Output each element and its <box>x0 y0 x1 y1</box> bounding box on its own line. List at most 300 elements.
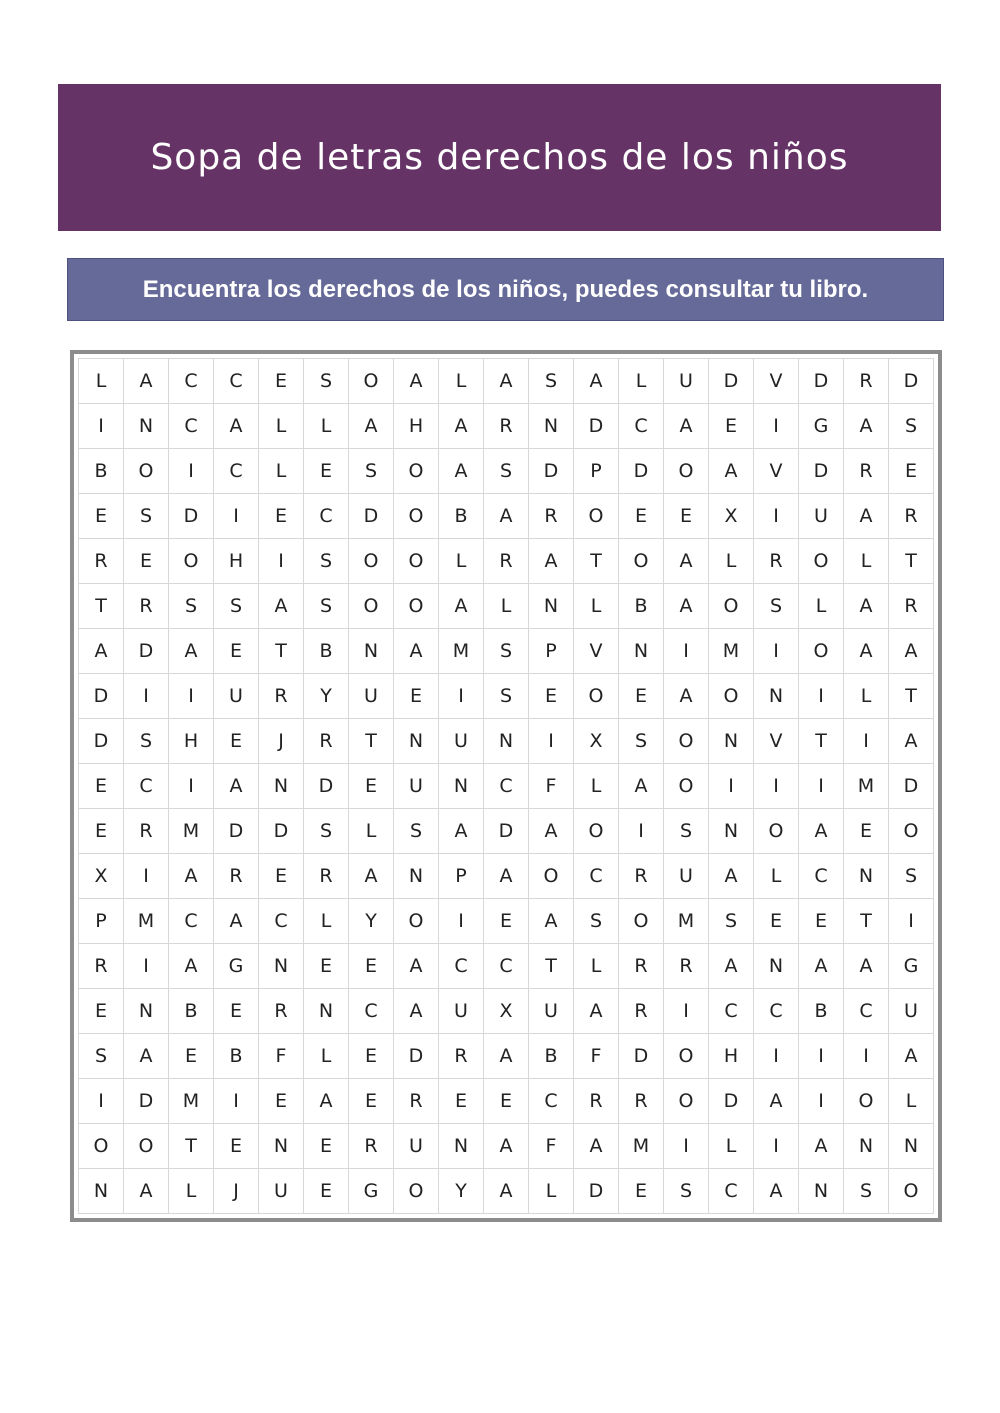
letter-cell[interactable]: O <box>169 539 214 584</box>
letter-cell[interactable]: R <box>754 539 799 584</box>
letter-cell[interactable]: A <box>799 809 844 854</box>
letter-cell[interactable]: I <box>709 764 754 809</box>
letter-cell[interactable]: B <box>439 494 484 539</box>
letter-cell[interactable]: O <box>619 539 664 584</box>
letter-cell[interactable]: U <box>664 359 709 404</box>
letter-cell[interactable]: R <box>259 989 304 1034</box>
letter-cell[interactable]: R <box>889 494 934 539</box>
letter-cell[interactable]: M <box>709 629 754 674</box>
letter-cell[interactable]: B <box>79 449 124 494</box>
letter-cell[interactable]: A <box>394 944 439 989</box>
letter-cell[interactable]: S <box>394 809 439 854</box>
letter-cell[interactable]: R <box>484 539 529 584</box>
letter-cell[interactable]: O <box>889 809 934 854</box>
letter-cell[interactable]: D <box>79 719 124 764</box>
letter-cell[interactable]: C <box>124 764 169 809</box>
letter-cell[interactable]: I <box>214 494 259 539</box>
letter-cell[interactable]: N <box>394 719 439 764</box>
letter-cell[interactable]: R <box>619 1079 664 1124</box>
letter-cell[interactable]: E <box>349 944 394 989</box>
letter-cell[interactable]: C <box>214 449 259 494</box>
letter-cell[interactable]: I <box>799 1079 844 1124</box>
letter-cell[interactable]: A <box>214 899 259 944</box>
letter-cell[interactable]: O <box>709 674 754 719</box>
letter-cell[interactable]: U <box>394 764 439 809</box>
letter-cell[interactable]: A <box>889 719 934 764</box>
letter-cell[interactable]: A <box>844 629 889 674</box>
letter-cell[interactable]: E <box>349 1079 394 1124</box>
letter-cell[interactable]: R <box>574 1079 619 1124</box>
letter-cell[interactable]: S <box>79 1034 124 1079</box>
letter-cell[interactable]: L <box>304 1034 349 1079</box>
letter-cell[interactable]: O <box>394 1169 439 1214</box>
letter-cell[interactable]: T <box>844 899 889 944</box>
letter-cell[interactable]: S <box>484 674 529 719</box>
letter-cell[interactable]: N <box>709 809 754 854</box>
letter-cell[interactable]: A <box>394 629 439 674</box>
letter-cell[interactable]: T <box>349 719 394 764</box>
letter-cell[interactable]: L <box>574 584 619 629</box>
letter-cell[interactable]: I <box>664 1124 709 1169</box>
letter-cell[interactable]: R <box>619 854 664 899</box>
letter-cell[interactable]: R <box>844 359 889 404</box>
letter-cell[interactable]: R <box>214 854 259 899</box>
letter-cell[interactable]: R <box>124 809 169 854</box>
letter-cell[interactable]: V <box>754 719 799 764</box>
letter-cell[interactable]: A <box>844 494 889 539</box>
letter-cell[interactable]: F <box>529 1124 574 1169</box>
letter-cell[interactable]: C <box>169 899 214 944</box>
letter-cell[interactable]: N <box>754 944 799 989</box>
letter-cell[interactable]: L <box>169 1169 214 1214</box>
letter-cell[interactable]: D <box>889 359 934 404</box>
letter-cell[interactable]: N <box>259 1124 304 1169</box>
letter-cell[interactable]: A <box>349 854 394 899</box>
letter-cell[interactable]: M <box>439 629 484 674</box>
letter-cell[interactable]: A <box>439 584 484 629</box>
letter-cell[interactable]: A <box>124 1034 169 1079</box>
letter-cell[interactable]: G <box>799 404 844 449</box>
letter-cell[interactable]: O <box>664 1034 709 1079</box>
letter-cell[interactable]: E <box>304 944 349 989</box>
letter-cell[interactable]: D <box>394 1034 439 1079</box>
letter-cell[interactable]: E <box>169 1034 214 1079</box>
letter-cell[interactable]: L <box>844 539 889 584</box>
letter-cell[interactable]: A <box>709 944 754 989</box>
letter-cell[interactable]: N <box>439 764 484 809</box>
letter-cell[interactable]: N <box>529 404 574 449</box>
letter-cell[interactable]: O <box>79 1124 124 1169</box>
letter-cell[interactable]: M <box>619 1124 664 1169</box>
letter-cell[interactable]: D <box>124 629 169 674</box>
letter-cell[interactable]: E <box>304 1124 349 1169</box>
letter-cell[interactable]: X <box>574 719 619 764</box>
letter-cell[interactable]: X <box>709 494 754 539</box>
letter-cell[interactable]: A <box>484 1169 529 1214</box>
letter-cell[interactable]: S <box>664 1169 709 1214</box>
letter-cell[interactable]: S <box>484 449 529 494</box>
letter-cell[interactable]: A <box>484 1124 529 1169</box>
letter-cell[interactable]: I <box>79 1079 124 1124</box>
letter-cell[interactable]: E <box>394 674 439 719</box>
letter-cell[interactable]: A <box>169 944 214 989</box>
letter-cell[interactable]: E <box>709 404 754 449</box>
letter-cell[interactable]: N <box>889 1124 934 1169</box>
letter-cell[interactable]: I <box>124 944 169 989</box>
letter-cell[interactable]: L <box>349 809 394 854</box>
letter-cell[interactable]: D <box>214 809 259 854</box>
letter-cell[interactable]: R <box>619 989 664 1034</box>
letter-cell[interactable]: P <box>79 899 124 944</box>
letter-cell[interactable]: G <box>349 1169 394 1214</box>
letter-cell[interactable]: E <box>439 1079 484 1124</box>
letter-cell[interactable]: A <box>79 629 124 674</box>
letter-cell[interactable]: O <box>664 719 709 764</box>
letter-cell[interactable]: E <box>259 854 304 899</box>
letter-cell[interactable]: I <box>439 899 484 944</box>
letter-cell[interactable]: A <box>889 629 934 674</box>
letter-cell[interactable]: N <box>124 989 169 1034</box>
letter-cell[interactable]: D <box>574 404 619 449</box>
letter-cell[interactable]: S <box>304 359 349 404</box>
letter-cell[interactable]: R <box>349 1124 394 1169</box>
letter-cell[interactable]: A <box>664 404 709 449</box>
letter-cell[interactable]: E <box>79 809 124 854</box>
letter-cell[interactable]: A <box>124 1169 169 1214</box>
letter-cell[interactable]: U <box>349 674 394 719</box>
letter-cell[interactable]: R <box>439 1034 484 1079</box>
letter-cell[interactable]: M <box>664 899 709 944</box>
letter-cell[interactable]: O <box>889 1169 934 1214</box>
letter-cell[interactable]: U <box>259 1169 304 1214</box>
letter-cell[interactable]: T <box>169 1124 214 1169</box>
letter-cell[interactable]: O <box>709 584 754 629</box>
letter-cell[interactable]: A <box>844 944 889 989</box>
letter-cell[interactable]: R <box>889 584 934 629</box>
letter-cell[interactable]: A <box>754 1169 799 1214</box>
letter-cell[interactable]: C <box>349 989 394 1034</box>
letter-cell[interactable]: E <box>844 809 889 854</box>
letter-cell[interactable]: O <box>124 449 169 494</box>
letter-cell[interactable]: I <box>754 764 799 809</box>
letter-cell[interactable]: I <box>169 674 214 719</box>
letter-cell[interactable]: O <box>799 539 844 584</box>
letter-cell[interactable]: I <box>754 494 799 539</box>
letter-cell[interactable]: N <box>439 1124 484 1169</box>
letter-cell[interactable]: I <box>619 809 664 854</box>
letter-cell[interactable]: H <box>394 404 439 449</box>
letter-cell[interactable]: P <box>574 449 619 494</box>
letter-cell[interactable]: E <box>124 539 169 584</box>
letter-cell[interactable]: E <box>214 989 259 1034</box>
letter-cell[interactable]: O <box>529 854 574 899</box>
letter-cell[interactable]: L <box>889 1079 934 1124</box>
letter-cell[interactable]: L <box>304 404 349 449</box>
letter-cell[interactable]: N <box>844 1124 889 1169</box>
letter-cell[interactable]: E <box>214 719 259 764</box>
letter-cell[interactable]: B <box>619 584 664 629</box>
letter-cell[interactable]: O <box>574 809 619 854</box>
letter-cell[interactable]: N <box>799 1169 844 1214</box>
letter-cell[interactable]: A <box>754 1079 799 1124</box>
letter-cell[interactable]: H <box>214 539 259 584</box>
letter-cell[interactable]: S <box>889 854 934 899</box>
letter-cell[interactable]: A <box>169 629 214 674</box>
letter-cell[interactable]: D <box>619 1034 664 1079</box>
letter-cell[interactable]: C <box>619 404 664 449</box>
letter-cell[interactable]: Y <box>304 674 349 719</box>
letter-cell[interactable]: S <box>349 449 394 494</box>
letter-cell[interactable]: I <box>754 1124 799 1169</box>
letter-cell[interactable]: A <box>304 1079 349 1124</box>
letter-cell[interactable]: N <box>619 629 664 674</box>
letter-cell[interactable]: S <box>664 809 709 854</box>
letter-cell[interactable]: T <box>889 674 934 719</box>
letter-cell[interactable]: A <box>574 989 619 1034</box>
letter-cell[interactable]: A <box>619 764 664 809</box>
letter-cell[interactable]: R <box>394 1079 439 1124</box>
letter-cell[interactable]: E <box>484 1079 529 1124</box>
letter-cell[interactable]: L <box>529 1169 574 1214</box>
letter-cell[interactable]: N <box>304 989 349 1034</box>
letter-cell[interactable]: A <box>214 764 259 809</box>
letter-cell[interactable]: L <box>574 944 619 989</box>
letter-cell[interactable]: D <box>619 449 664 494</box>
letter-cell[interactable]: O <box>349 359 394 404</box>
letter-cell[interactable]: C <box>304 494 349 539</box>
letter-cell[interactable]: L <box>709 539 754 584</box>
letter-cell[interactable]: A <box>484 854 529 899</box>
letter-cell[interactable]: N <box>259 944 304 989</box>
letter-cell[interactable]: A <box>259 584 304 629</box>
letter-cell[interactable]: E <box>304 1169 349 1214</box>
letter-cell[interactable]: L <box>619 359 664 404</box>
letter-cell[interactable]: A <box>664 674 709 719</box>
letter-cell[interactable]: O <box>394 584 439 629</box>
letter-cell[interactable]: L <box>484 584 529 629</box>
letter-cell[interactable]: O <box>619 899 664 944</box>
letter-cell[interactable]: U <box>529 989 574 1034</box>
letter-cell[interactable]: V <box>754 449 799 494</box>
letter-cell[interactable]: A <box>169 854 214 899</box>
letter-cell[interactable]: A <box>439 449 484 494</box>
letter-cell[interactable]: I <box>79 404 124 449</box>
letter-cell[interactable]: M <box>169 1079 214 1124</box>
letter-cell[interactable]: N <box>529 584 574 629</box>
letter-cell[interactable]: E <box>259 494 304 539</box>
letter-cell[interactable]: E <box>619 1169 664 1214</box>
letter-cell[interactable]: C <box>484 944 529 989</box>
letter-cell[interactable]: A <box>124 359 169 404</box>
letter-cell[interactable]: I <box>664 629 709 674</box>
letter-cell[interactable]: R <box>79 539 124 584</box>
letter-cell[interactable]: V <box>574 629 619 674</box>
letter-cell[interactable]: O <box>394 494 439 539</box>
letter-cell[interactable]: L <box>304 899 349 944</box>
letter-cell[interactable]: A <box>844 584 889 629</box>
letter-cell[interactable]: N <box>754 674 799 719</box>
letter-cell[interactable]: D <box>79 674 124 719</box>
letter-cell[interactable]: E <box>619 494 664 539</box>
letter-cell[interactable]: D <box>304 764 349 809</box>
letter-cell[interactable]: L <box>574 764 619 809</box>
letter-cell[interactable]: N <box>349 629 394 674</box>
letter-cell[interactable]: E <box>349 764 394 809</box>
letter-cell[interactable]: C <box>709 1169 754 1214</box>
letter-cell[interactable]: A <box>799 1124 844 1169</box>
letter-cell[interactable]: I <box>844 719 889 764</box>
letter-cell[interactable]: A <box>574 1124 619 1169</box>
letter-cell[interactable]: U <box>799 494 844 539</box>
letter-cell[interactable]: I <box>664 989 709 1034</box>
letter-cell[interactable]: L <box>709 1124 754 1169</box>
letter-cell[interactable]: U <box>214 674 259 719</box>
letter-cell[interactable]: O <box>349 539 394 584</box>
letter-cell[interactable]: N <box>709 719 754 764</box>
letter-cell[interactable]: I <box>169 764 214 809</box>
letter-cell[interactable]: O <box>394 449 439 494</box>
letter-cell[interactable]: A <box>484 1034 529 1079</box>
letter-cell[interactable]: E <box>889 449 934 494</box>
letter-cell[interactable]: B <box>304 629 349 674</box>
letter-cell[interactable]: A <box>394 989 439 1034</box>
letter-cell[interactable]: C <box>259 899 304 944</box>
letter-cell[interactable]: A <box>394 359 439 404</box>
letter-cell[interactable]: P <box>529 629 574 674</box>
letter-cell[interactable]: M <box>124 899 169 944</box>
letter-cell[interactable]: I <box>169 449 214 494</box>
letter-cell[interactable]: S <box>304 539 349 584</box>
letter-cell[interactable]: A <box>484 359 529 404</box>
letter-cell[interactable]: E <box>349 1034 394 1079</box>
letter-cell[interactable]: T <box>259 629 304 674</box>
letter-cell[interactable]: E <box>214 629 259 674</box>
letter-cell[interactable]: T <box>529 944 574 989</box>
letter-cell[interactable]: C <box>439 944 484 989</box>
letter-cell[interactable]: D <box>259 809 304 854</box>
letter-cell[interactable]: D <box>124 1079 169 1124</box>
letter-cell[interactable]: C <box>214 359 259 404</box>
letter-cell[interactable]: A <box>439 404 484 449</box>
letter-cell[interactable]: R <box>529 494 574 539</box>
letter-cell[interactable]: E <box>304 449 349 494</box>
letter-cell[interactable]: S <box>304 584 349 629</box>
letter-cell[interactable]: O <box>664 764 709 809</box>
letter-cell[interactable]: L <box>844 674 889 719</box>
letter-cell[interactable]: C <box>484 764 529 809</box>
letter-cell[interactable]: H <box>709 1034 754 1079</box>
letter-cell[interactable]: L <box>79 359 124 404</box>
letter-cell[interactable]: G <box>214 944 259 989</box>
letter-cell[interactable]: A <box>709 449 754 494</box>
letter-cell[interactable]: O <box>844 1079 889 1124</box>
letter-cell[interactable]: L <box>799 584 844 629</box>
letter-cell[interactable]: U <box>664 854 709 899</box>
letter-cell[interactable]: B <box>529 1034 574 1079</box>
letter-cell[interactable]: E <box>259 359 304 404</box>
letter-cell[interactable]: R <box>484 404 529 449</box>
letter-cell[interactable]: O <box>394 539 439 584</box>
letter-cell[interactable]: I <box>529 719 574 764</box>
letter-cell[interactable]: I <box>754 629 799 674</box>
letter-cell[interactable]: A <box>529 809 574 854</box>
letter-cell[interactable]: S <box>484 629 529 674</box>
letter-cell[interactable]: D <box>169 494 214 539</box>
letter-cell[interactable]: I <box>259 539 304 584</box>
letter-cell[interactable]: I <box>439 674 484 719</box>
letter-cell[interactable]: C <box>754 989 799 1034</box>
letter-cell[interactable]: I <box>799 674 844 719</box>
letter-cell[interactable]: D <box>574 1169 619 1214</box>
letter-cell[interactable]: N <box>259 764 304 809</box>
letter-cell[interactable]: I <box>754 1034 799 1079</box>
letter-cell[interactable]: F <box>574 1034 619 1079</box>
letter-cell[interactable]: R <box>844 449 889 494</box>
letter-cell[interactable]: D <box>349 494 394 539</box>
letter-cell[interactable]: E <box>214 1124 259 1169</box>
letter-cell[interactable]: D <box>799 449 844 494</box>
letter-cell[interactable]: A <box>709 854 754 899</box>
letter-cell[interactable]: R <box>664 944 709 989</box>
letter-cell[interactable]: L <box>259 404 304 449</box>
letter-cell[interactable]: L <box>259 449 304 494</box>
letter-cell[interactable]: I <box>799 764 844 809</box>
letter-cell[interactable]: O <box>574 494 619 539</box>
letter-cell[interactable]: C <box>844 989 889 1034</box>
letter-cell[interactable]: T <box>574 539 619 584</box>
letter-cell[interactable]: E <box>484 899 529 944</box>
letter-cell[interactable]: A <box>664 539 709 584</box>
letter-cell[interactable]: A <box>529 899 574 944</box>
letter-cell[interactable]: C <box>169 404 214 449</box>
letter-cell[interactable]: C <box>709 989 754 1034</box>
letter-cell[interactable]: L <box>439 359 484 404</box>
letter-cell[interactable]: X <box>484 989 529 1034</box>
letter-cell[interactable]: A <box>844 404 889 449</box>
letter-cell[interactable]: A <box>574 359 619 404</box>
letter-cell[interactable]: D <box>799 359 844 404</box>
letter-cell[interactable]: S <box>124 494 169 539</box>
letter-cell[interactable]: M <box>844 764 889 809</box>
letter-cell[interactable]: F <box>259 1034 304 1079</box>
letter-cell[interactable]: C <box>169 359 214 404</box>
letter-cell[interactable]: L <box>439 539 484 584</box>
letter-cell[interactable]: O <box>124 1124 169 1169</box>
letter-cell[interactable]: A <box>484 494 529 539</box>
letter-cell[interactable]: B <box>799 989 844 1034</box>
letter-cell[interactable]: J <box>259 719 304 764</box>
letter-cell[interactable]: A <box>799 944 844 989</box>
letter-cell[interactable]: O <box>394 899 439 944</box>
letter-cell[interactable]: S <box>169 584 214 629</box>
letter-cell[interactable]: E <box>619 674 664 719</box>
letter-cell[interactable]: S <box>844 1169 889 1214</box>
letter-cell[interactable]: C <box>529 1079 574 1124</box>
letter-cell[interactable]: O <box>664 1079 709 1124</box>
letter-cell[interactable]: E <box>529 674 574 719</box>
letter-cell[interactable]: Y <box>349 899 394 944</box>
letter-cell[interactable]: U <box>889 989 934 1034</box>
letter-cell[interactable]: A <box>439 809 484 854</box>
letter-cell[interactable]: T <box>799 719 844 764</box>
letter-cell[interactable]: Y <box>439 1169 484 1214</box>
letter-cell[interactable]: S <box>709 899 754 944</box>
letter-cell[interactable]: N <box>484 719 529 764</box>
letter-cell[interactable]: R <box>304 854 349 899</box>
letter-cell[interactable]: F <box>529 764 574 809</box>
letter-cell[interactable]: S <box>889 404 934 449</box>
letter-cell[interactable]: U <box>394 1124 439 1169</box>
